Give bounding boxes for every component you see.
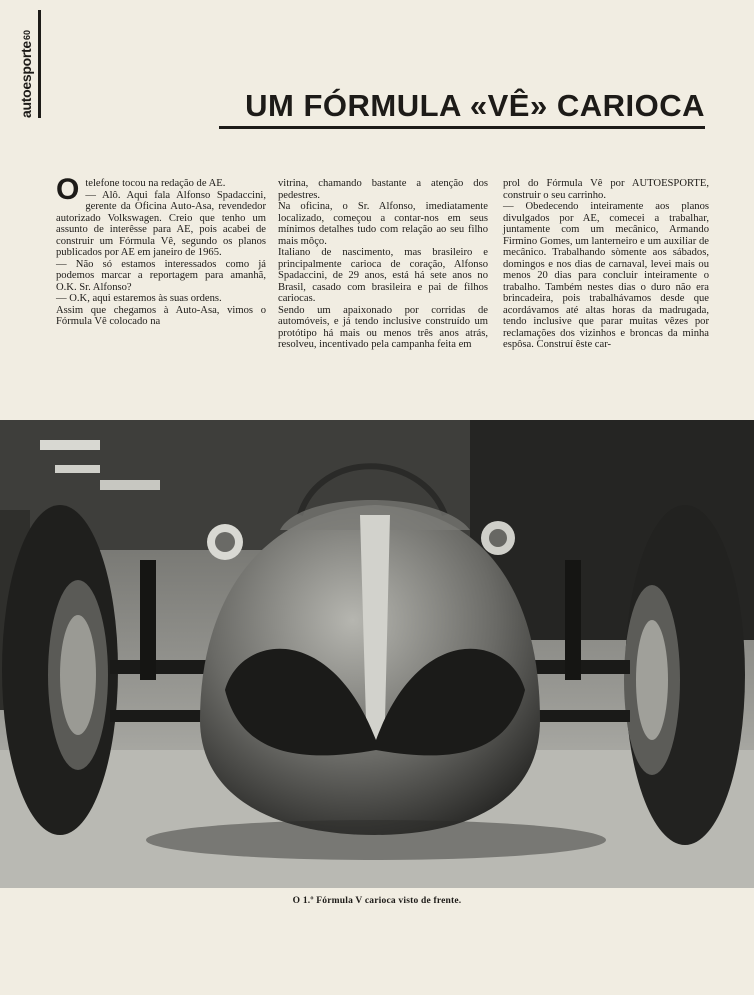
paragraph: Assim que chegamos à Auto-Asa, vimos o Fórmula Vê colocado na bbox=[56, 304, 266, 327]
paragraph: — O.K, aqui estaremos às suas ordens. bbox=[56, 293, 222, 304]
paragraph bbox=[56, 173, 266, 206]
paragraph: — Não só estamos interessados como já podemos marcar a reportagem para amanhã, O.K. Sr. Alfonso? bbox=[56, 258, 266, 293]
photo-caption: O 1.º Fórmula V carioca visto de frente. bbox=[292, 896, 462, 906]
page-number: 60 bbox=[22, 29, 32, 40]
section-rule bbox=[38, 10, 41, 118]
car-photo bbox=[0, 420, 754, 888]
text-column-1 bbox=[56, 173, 266, 328]
section-label: autoesporte bbox=[18, 41, 34, 118]
paragraph: Italiano de nascimento, mas brasileiro e principalmente carioca de coração, Alfonso Spadaccini, de 29 anos, está há sete anos no Brasil, casado com brasileira e pai de filhos cariocas. bbox=[278, 247, 488, 304]
paragraph: Sendo um apaixonado por corridas de automóveis, e já tendo inclusive construído um protótipo há mais ou menos três anos atrás, resolveu, incentivado pela campanha feita em bbox=[278, 304, 488, 350]
paragraph: — Obedecendo inteiramente aos planos divulgados por AE, comecei a trabalhar, juntamente com um mecânico, Armando Firmino Gomes, um lanterneiro e um auxiliar de mecânico. Trabalhando sòmente aos sábados, domingos e nos dias de carnaval, levei mais ou menos 20 dias para concluir inteiramente o trabalho. Também nestes dias o duro não era brincadeira, pois trabalhávamos desde que acordávamos até altas horas da madrugada, tendo inclusive que parar muitas vêzes por reclamações dos vizinhos e broncas da minha espôsa. Construí êste car- bbox=[503, 201, 709, 350]
paragraph: Na oficina, o Sr. Alfonso, imediatamente localizado, começou a contar-nos em seus mínimos detalhes tudo com relação ao seu filho mais môço. bbox=[278, 201, 488, 247]
paragraph: — Alô. Aqui fala Alfonso Spadaccini, gerente da Oficina Auto-Asa, revendedor autorizado Volkswagen. Creio que tenho um assunto de interêsse para AE, pois acabei de construir um Fórmula Vê, segundo os planos publicados por AE em janeiro de 1965. bbox=[56, 189, 266, 258]
title-rule bbox=[219, 126, 705, 129]
article-title: UM FÓRMULA «VÊ» CARIOCA bbox=[245, 88, 705, 123]
text-column-3 bbox=[503, 178, 709, 351]
paragraph: vitrina, chamando bastante a atenção dos pedestres. bbox=[278, 178, 488, 201]
paragraph-text: telefone tocou na redação de AE. bbox=[85, 178, 226, 189]
text-column-2 bbox=[278, 178, 488, 351]
drop-cap: O bbox=[56, 173, 80, 206]
paragraph: prol do Fórmula Vê por AUTOESPORTE, construir o seu carrinho. bbox=[503, 178, 709, 201]
